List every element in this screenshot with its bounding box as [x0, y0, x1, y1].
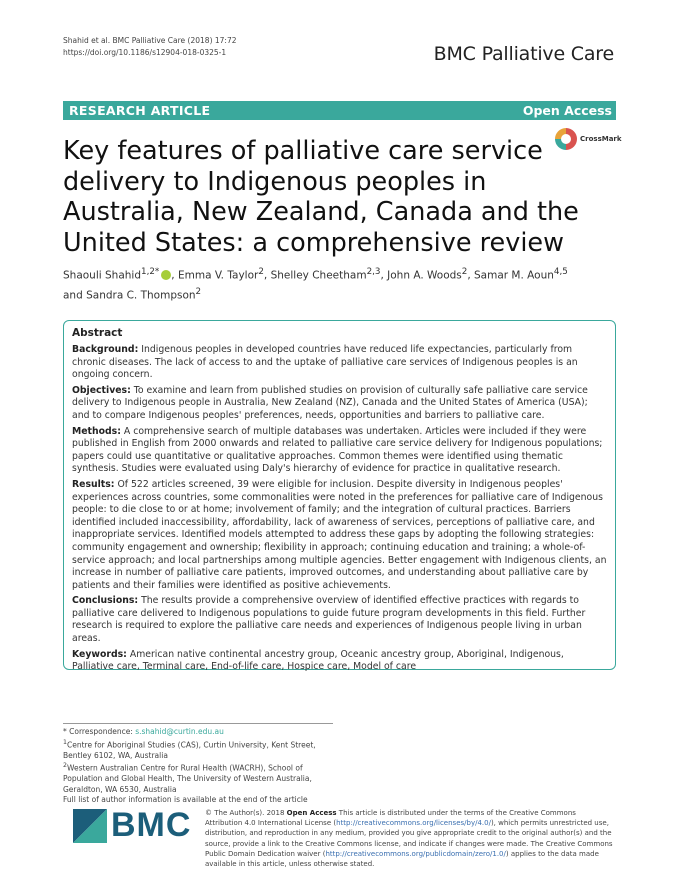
bmc-logo-text: BMC	[111, 806, 192, 844]
author-list	[63, 264, 603, 303]
article-type-label: RESEARCH ARTICLE	[69, 103, 211, 118]
author-affiliation: 2	[258, 267, 264, 277]
correspondence-label: * Correspondence:	[63, 727, 136, 736]
footnotes	[63, 727, 333, 806]
author-affiliation: 2,3	[366, 267, 381, 277]
affiliation-text: Western Australian Centre for Rural Health (WACRH), School of Population and Global Health, The University of Western Australia, Geraldton, WA 6530, Australia	[63, 763, 312, 794]
section-text: American native continental ancestry group, Oceanic ancestry group, Aboriginal, Indigenous, Palliative care, Terminal care, End-of-life care, Hospice care, Model of care	[72, 648, 564, 673]
section-text: To examine and learn from published studies on provision of culturally safe palliative care service delivery to Indigenous people in Australia, New Zealand (NZ), Canada and the United States of America (USA); and to compare Indigenous peoples' preferences, needs, opportunities and barriers to palliative care.	[72, 384, 588, 421]
license-body: ), which permits unrestricted use, distribution, and reproduction in any medium, provided you give appropriate credit to the original author(s) and the source, provide a link to the Creative Commons license, and indicate if changes were made. The Creative Commons Public Domain Dedication waiver (	[205, 819, 613, 858]
section-label: Background:	[72, 344, 139, 355]
doi-line[interactable]: https://doi.org/10.1186/s12904-018-0325-1	[63, 48, 227, 57]
abstract-box	[63, 320, 616, 673]
affiliation-number: 1	[63, 738, 67, 746]
author-name: , Emma V. Taylor	[171, 269, 259, 282]
bmc-logo-icon	[73, 809, 107, 843]
author-name: and Sandra C. Thompson	[63, 289, 196, 301]
section-label: Conclusions:	[72, 595, 139, 607]
footnote-divider	[63, 723, 333, 724]
cc-zero-link[interactable]: http://creativecommons.org/publicdomain/zero/1.0/	[325, 849, 506, 858]
author-name: , John A. Woods	[380, 269, 462, 282]
abstract-methods	[72, 426, 607, 476]
section-text: Indigenous peoples in developed countries have reduced life expectancies, particularly from chronic diseases. The lack of access to and the uptake of palliative care services of Indigenous peoples is an ongoing concern.	[72, 344, 578, 381]
section-label: Methods:	[72, 425, 121, 437]
article-type-bar	[63, 101, 616, 120]
cc-license-link[interactable]: http://creativecommons.org/licenses/by/4.0/	[336, 819, 491, 828]
license-text	[205, 808, 615, 869]
license-body: This article is distributed under the terms of the Creative Commons Attribution 4.0 International License (	[205, 809, 576, 828]
affiliation-text: Centre for Aboriginal Studies (CAS), Curtin University, Kent Street, Bentley 6102, WA, Australia	[63, 740, 316, 760]
abstract-heading: Abstract	[72, 327, 123, 339]
abstract-keywords	[72, 649, 607, 674]
open-access-label: Open Access	[522, 103, 612, 118]
orcid-icon[interactable]	[161, 270, 171, 280]
affiliation-2	[63, 761, 333, 795]
citation-info	[63, 35, 237, 59]
abstract-objectives	[72, 385, 607, 423]
abstract-results	[72, 479, 607, 592]
abstract-background	[72, 344, 607, 382]
correspondence	[63, 727, 333, 738]
author-name: , Samar M. Aoun	[467, 269, 554, 282]
author-name: , Shelley Cheetham	[263, 269, 367, 282]
article-title: Key features of palliative care service delivery to Indigenous peoples in Australia, New Zealand, Canada and the United States: a comprehensive review	[63, 136, 579, 258]
section-label: Keywords:	[72, 648, 127, 660]
author-affiliation: 2	[195, 286, 202, 297]
license-body: ) applies to the data made available in this article, unless otherwise stated.	[205, 849, 599, 869]
bmc-logo	[73, 806, 191, 845]
crossmark-label: CrossMark	[580, 135, 622, 143]
author-info-note: Full list of author information is available at the end of the article	[63, 795, 308, 804]
email-link[interactable]: s.shahid@curtin.edu.au	[135, 727, 224, 736]
author-affiliation: 1,2*	[141, 267, 160, 277]
copyright: © The Author(s). 2018	[205, 809, 287, 817]
section-text: A comprehensive search of multiple databases was undertaken. Articles were included if they were published in English from 2000 onwards and related to palliative care service delivery for Indigenous populations; papers could use quantitative or qualitative approaches. Common themes were identified using thematic synthesis. Studies were evaluated using Daly's hierarchy of evidence for practice in qualitative research.	[72, 425, 603, 475]
open-access-bold: Open Access	[286, 809, 337, 817]
section-label: Objectives:	[72, 384, 131, 396]
author-affiliation: 4,5	[553, 267, 568, 277]
section-label: Results:	[72, 478, 115, 490]
journal-name: BMC Palliative Care	[433, 43, 614, 65]
abstract-conclusions	[72, 595, 607, 645]
author-name: Shaouli Shahid	[63, 269, 141, 282]
section-text: The results provide a comprehensive overview of identified effective practices with regards to palliative care delivered to Indigenous populations to guide future program developments in this field. Further research is required to explore the palliative care needs and experiences of Indigenous people living in urban areas.	[72, 595, 586, 645]
section-text: Of 522 articles screened, 39 were eligible for inclusion. Despite diversity in Indigenous peoples' experiences across countries, some commonalities were noted in the preferences for palliative care of Indigenous people: to die close to or at home; involvement of family; and the integration of cultural practices. Barriers identified included inaccessibility, affordability, lack of awareness of services, perceptions of palliative care, and inappropriate services. Identified models attempted to address these gaps by adopting the following strategies: community engagement and ownership; flexibility in approach; continuing education and training; a whole-of-service approach; and local partnerships among multiple agencies. Better engagement with Indigenous clients, an increase in number of palliative care patients, improved outcomes, and understanding about palliative care by patients and their families were identified as positive achievements.	[72, 478, 607, 591]
author-affiliation: 2	[461, 267, 468, 277]
affiliation-1	[63, 738, 333, 762]
affiliation-number: 2	[63, 762, 67, 769]
citation-line: Shahid et al. BMC Palliative Care (2018) 17:72	[63, 36, 237, 45]
